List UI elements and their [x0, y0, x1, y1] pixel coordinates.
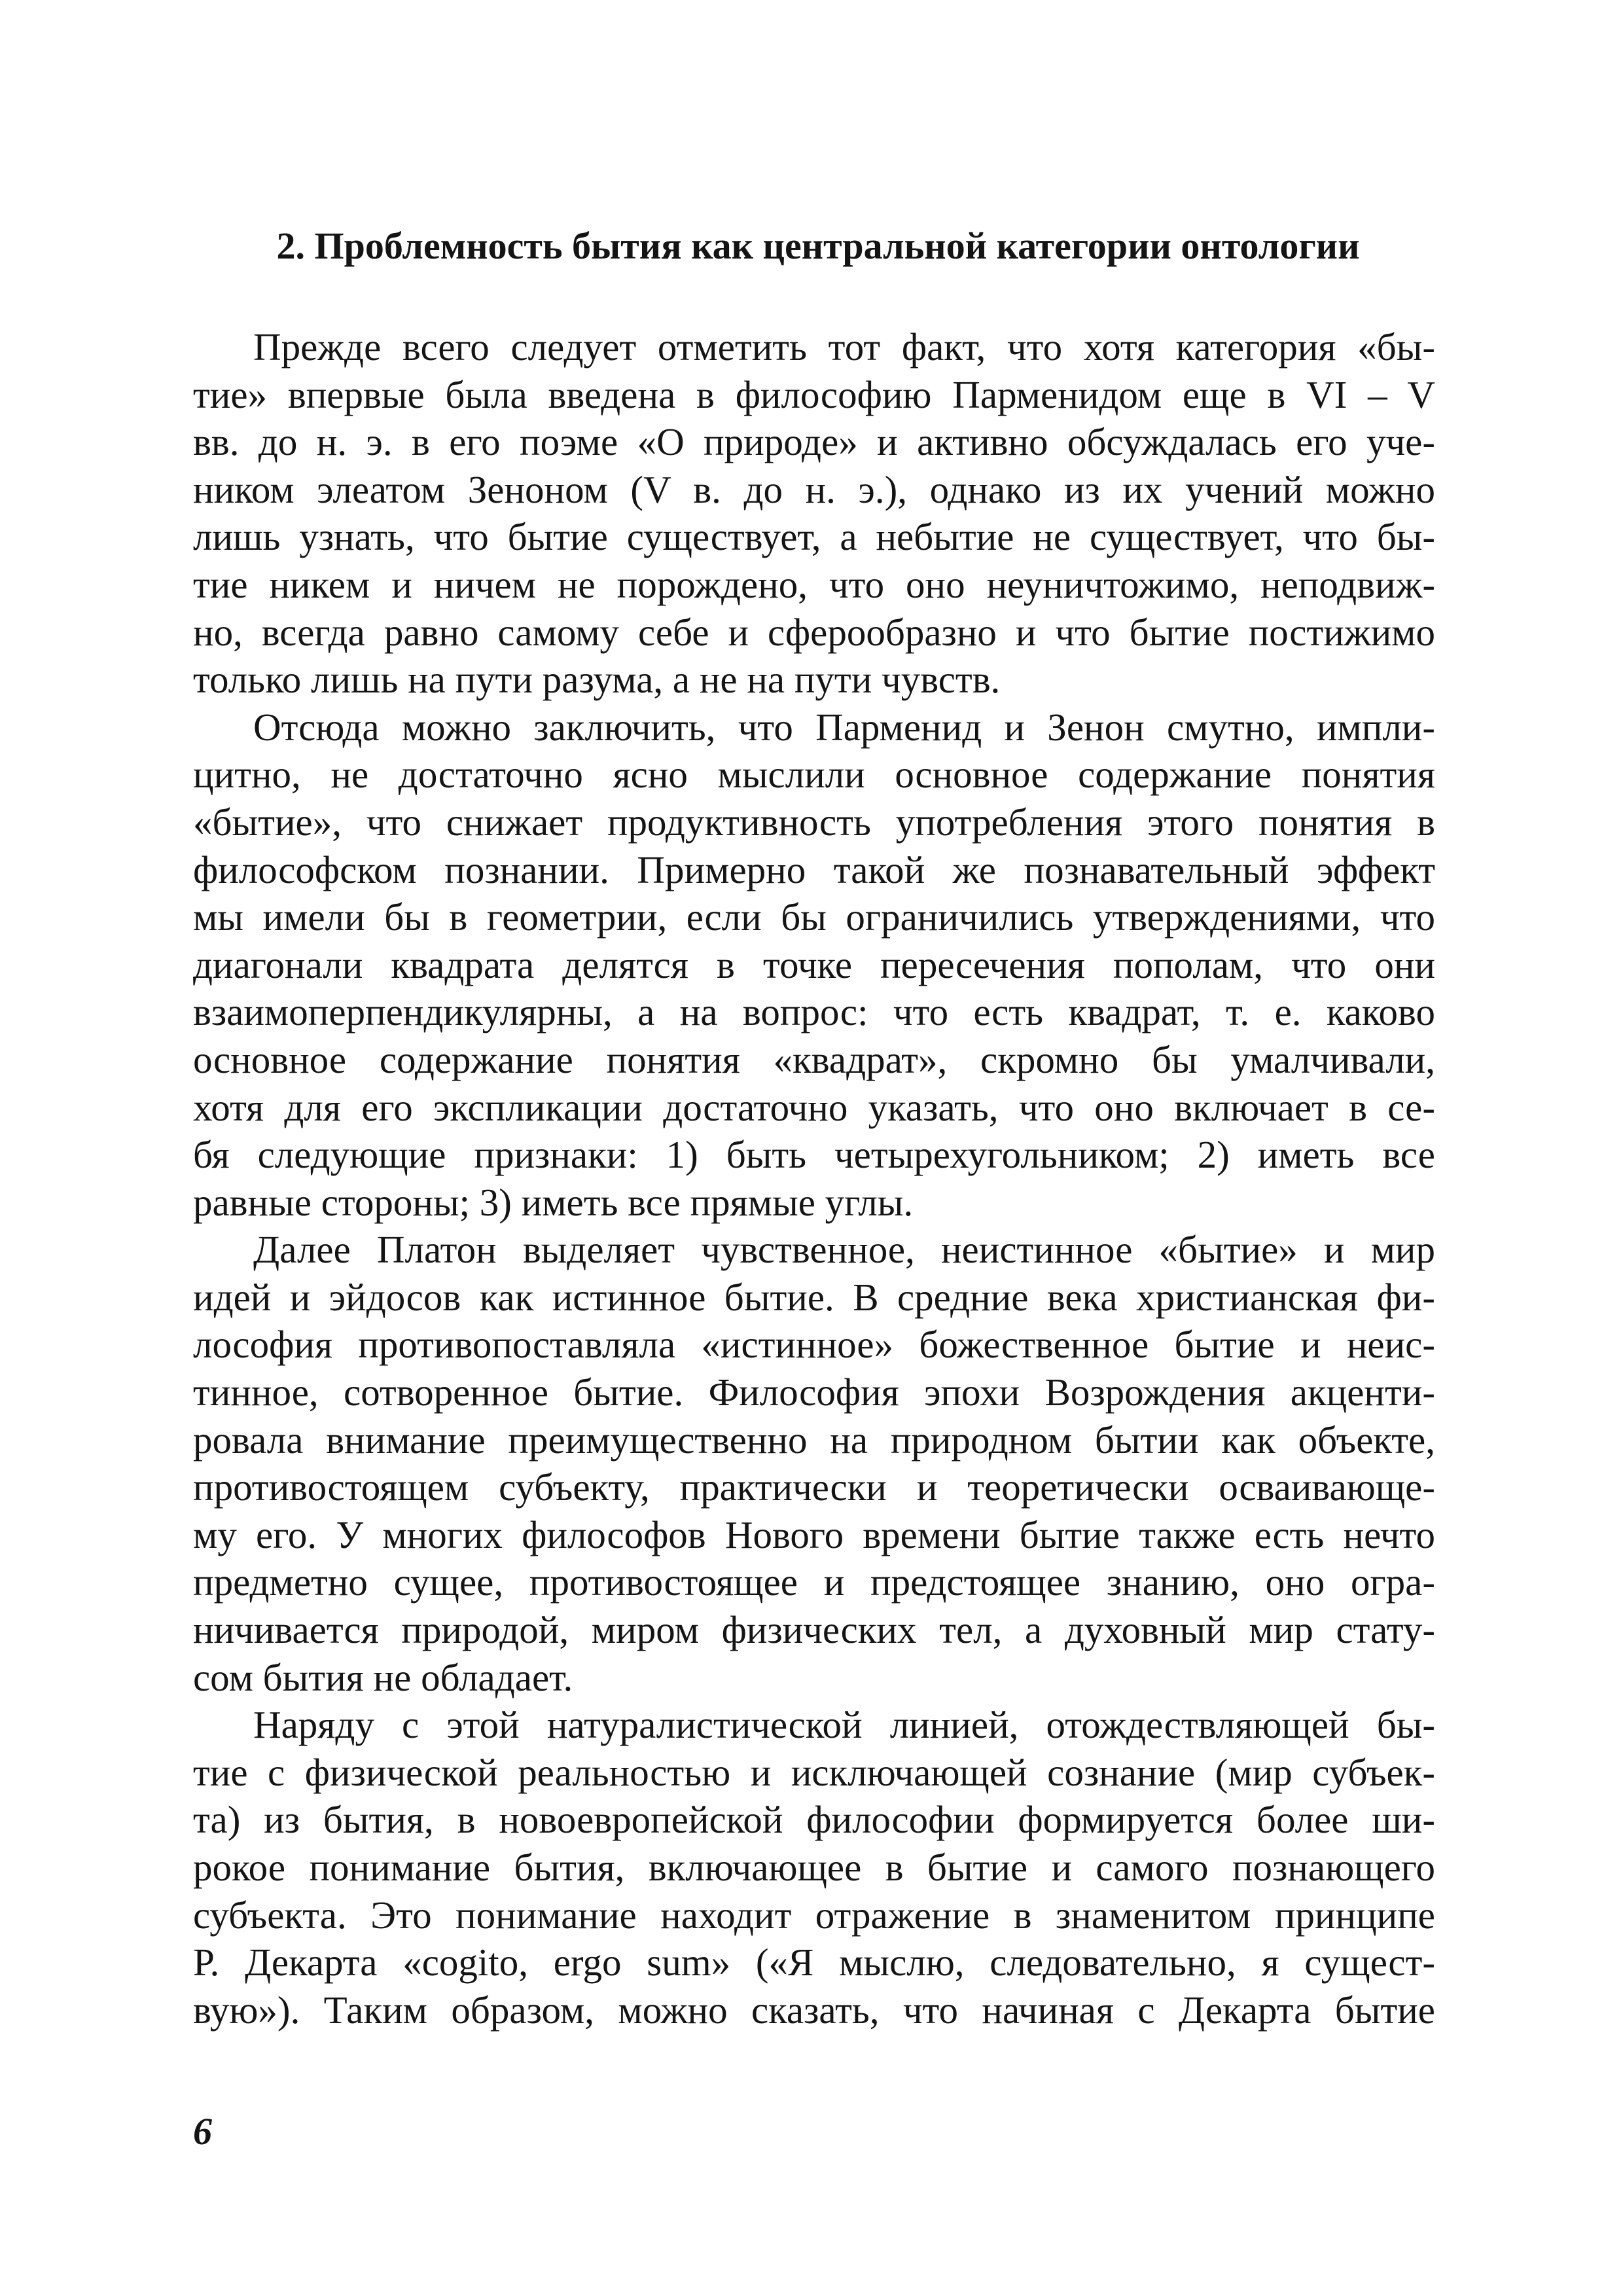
text-line: ником элеатом Зеноном (V в. до н. э.), однако из их учений можно: [193, 467, 1435, 511]
text-line: ровала внимание преимущественно на природном бытии как объекте,: [193, 1418, 1435, 1462]
text-line: тинное, сотворенное бытие. Философия эпохи Возрождения акценти-: [193, 1371, 1435, 1414]
text-line: бя следующие признаки: 1) быть четырехугольником; 2) иметь все: [193, 1133, 1435, 1177]
text-line: лишь узнать, что бытие существует, а небытие не существует, что бы-: [193, 515, 1435, 559]
text-line: мы имели бы в геометрии, если бы ограничились утверждениями, что: [193, 895, 1435, 939]
text-line: та) из бытия, в новоевропейской философии формируется более ши-: [193, 1798, 1435, 1842]
text-line: противостоящем субъекту, практически и теоретически осваивающе-: [193, 1465, 1435, 1509]
text-line: цитно, не достаточно ясно мыслили основное содержание понятия: [193, 753, 1435, 797]
text-line: только лишь на пути разума, а не на пути чувств.: [193, 658, 1001, 702]
text-line: Р. Декарта «cogito, ergo sum» («Я мыслю, следовательно, я сущест-: [193, 1941, 1435, 1984]
page-number: 6: [193, 2110, 212, 2153]
text-line: но, всегда равно самому себе и сферообразно и что бытие постижимо: [193, 610, 1435, 654]
text-line: «бытие», что снижает продуктивность употребления этого понятия в: [193, 800, 1435, 844]
text-line: Отсюда можно заключить, что Парменид и Зенон смутно, импли-: [253, 705, 1435, 749]
text-line: тие никем и ничем не порождено, что оно неуничтожимо, неподвиж-: [193, 562, 1435, 606]
text-line: тие» впервые была введена в философию Парменидом еще в VI – V: [193, 372, 1435, 416]
paragraph-2: [193, 704, 1435, 1227]
text-line: сом бытия не обладает.: [193, 1655, 573, 1699]
text-line: идей и эйдосов как истинное бытие. В средние века христианская фи-: [193, 1275, 1435, 1319]
text-line: диагонали квадрата делятся в точке пересечения пополам, что они: [193, 942, 1435, 986]
text-line: философском познании. Примерно такой же познавательный эффект: [193, 848, 1435, 891]
text-line: Далее Платон выделяет чувственное, неистинное «бытие» и мир: [253, 1228, 1435, 1272]
body-text: [193, 323, 1435, 2034]
text-line: рокое понимание бытия, включающее в бытие и самого познающего: [193, 1846, 1435, 1889]
paragraph-3: [193, 1226, 1435, 1701]
paragraph-1: [193, 323, 1435, 704]
text-line: взаимоперпендикулярны, а на вопрос: что есть квадрат, т. е. каково: [193, 990, 1435, 1034]
text-line: Наряду с этой натуралистической линией, отождествляющей бы-: [253, 1703, 1435, 1747]
paragraph-4: [193, 1701, 1435, 2034]
text-line: предметно сущее, противостоящее и предстоящее знанию, оно огра-: [193, 1560, 1435, 1604]
text-line: вую»). Таким образом, можно сказать, что начиная с Декарта бытие: [193, 1988, 1435, 2032]
text-line: тие с физической реальностью и исключающей сознание (мир субъек-: [193, 1750, 1435, 1794]
text-line: равные стороны; 3) иметь все прямые углы.: [193, 1180, 914, 1224]
section-heading: 2. Проблемность бытия как центральной категории онтологии: [276, 224, 1360, 267]
text-line: хотя для его экспликации достаточно указать, что оно включает в се-: [193, 1085, 1435, 1129]
text-line: вв. до н. э. в его поэме «О природе» и активно обсуждалась его уче-: [193, 420, 1435, 464]
text-line: му его. У многих философов Нового времени бытие также есть нечто: [193, 1513, 1435, 1556]
text-line: ничивается природой, миром физических тел, а духовный мир стату-: [193, 1608, 1435, 1652]
text-line: основное содержание понятия «квадрат», скромно бы умалчивали,: [193, 1037, 1435, 1081]
text-line: Прежде всего следует отметить тот факт, что хотя категория «бы-: [253, 325, 1435, 368]
text-line: лософия противопоставляла «истинное» божественное бытие и неис-: [193, 1323, 1435, 1367]
text-line: субъекта. Это понимание находит отражение в знаменитом принципе: [193, 1893, 1435, 1937]
